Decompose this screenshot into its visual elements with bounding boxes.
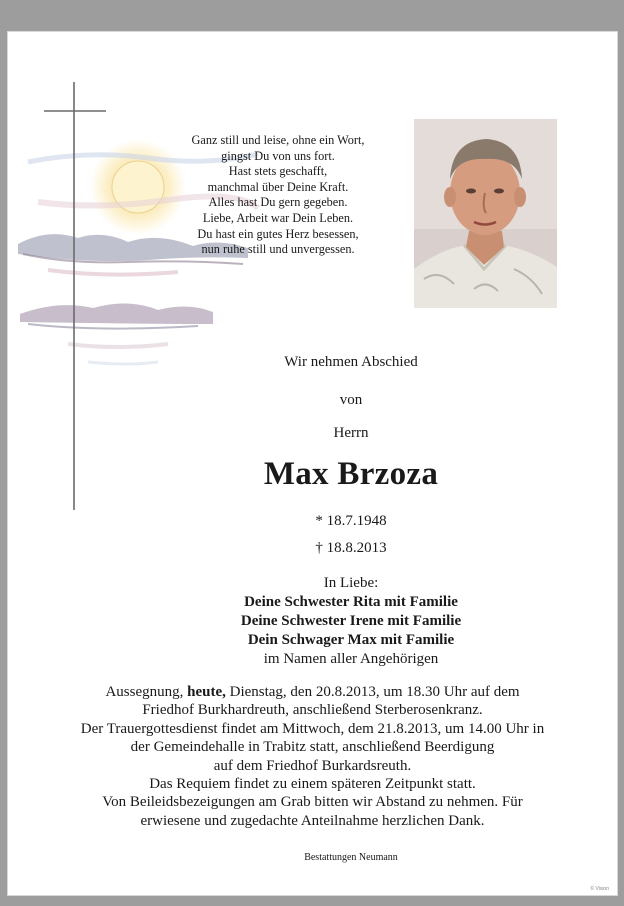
notice-line: erwiesene und zugedachte Anteilnahme herzlichen Dank. <box>140 812 485 829</box>
notice-line: Der Trauergottesdienst findet am Mittwoch, dem 21.8.2013, um 14.00 Uhr in <box>80 720 545 737</box>
notice-today: heute, <box>187 684 226 700</box>
von-line: von <box>339 392 363 408</box>
poem-line: nun ruhe still und unvergessen. <box>201 242 355 257</box>
portrait-icon <box>414 119 557 308</box>
obituary-sheet <box>7 31 618 896</box>
birth-date: * 18.7.1948 <box>315 513 387 529</box>
deceased-name: Max Brzoza <box>263 456 439 492</box>
notice-line: der Gemeindehalle in Trabitz statt, anschließend Beerdigung <box>130 739 495 756</box>
mourner-line: Deine Schwester Rita mit Familie <box>244 594 458 610</box>
notice-text: Dienstag, den 20.8.2013, um 18.30 Uhr auf dem <box>225 684 520 700</box>
notice-line: auf dem Friedhof Burkardsreuth. <box>213 757 412 774</box>
mourners-intro: In Liebe: <box>323 575 379 591</box>
poem-line: gingst Du von uns fort. <box>221 148 335 163</box>
poem-line: Du hast ein gutes Herz besessen, <box>197 226 359 241</box>
herrn-line: Herrn <box>333 425 369 441</box>
poem-line: manchmal über Deine Kraft. <box>207 179 349 194</box>
notice-line: Von Beileidsbezeigungen am Grab bitten wir Abstand zu nehmen. Für <box>102 794 523 811</box>
mourner-line: Dein Schwager Max mit Familie <box>247 632 455 648</box>
portrait-photo <box>414 119 557 308</box>
mourner-line: Deine Schwester Irene mit Familie <box>240 613 462 629</box>
poem-line: Hast stets geschafft, <box>228 164 328 179</box>
corner-mark: © Vision <box>590 886 609 892</box>
mourners-closing: im Namen aller Angehörigen <box>263 651 439 667</box>
notice-line: Friedhof Burkhardreuth, anschließend Sterberosenkranz. <box>142 702 483 719</box>
poem-line: Alles hast Du gern gegeben. <box>208 195 348 210</box>
death-date: † 18.8.2013 <box>315 540 387 556</box>
notice-text: Aussegnung, <box>105 684 188 700</box>
poem <box>158 133 398 258</box>
poem-line: Liebe, Arbeit war Dein Leben. <box>202 210 354 225</box>
poem-line: Ganz still und leise, ohne ein Wort, <box>191 133 365 147</box>
farewell-line: Wir nehmen Abschied <box>284 354 418 370</box>
notice-line: Das Requiem findet zu einem späteren Zeitpunkt statt. <box>149 776 476 793</box>
funeral-home: Bestattungen Neumann <box>304 852 398 863</box>
notice-line <box>8 683 617 701</box>
funeral-notice <box>8 683 617 830</box>
